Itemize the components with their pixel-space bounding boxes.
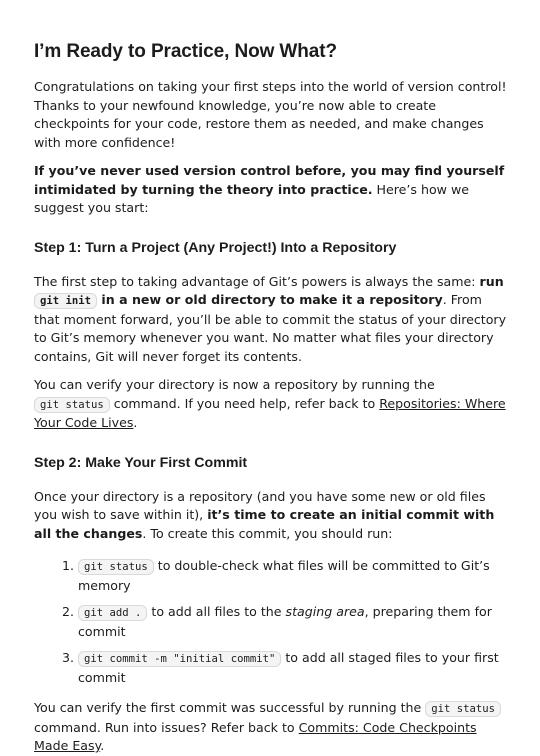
link-repositories[interactable]: Repositories: Where Your Code Lives: [34, 395, 506, 430]
emphasis-text: staging area: [285, 604, 365, 619]
intro-bold-text: If you’ve never used version control before, you may find yourself intimidated by turning the theory into practice.: [34, 163, 505, 197]
bold-text: it’s time to create an initial commit with all the changes: [34, 507, 495, 541]
list-item: [62, 603, 508, 641]
text: .: [133, 415, 138, 430]
link-commits[interactable]: Commits: Code Checkpoints Made Easy: [34, 719, 477, 753]
list-item-body: [78, 603, 508, 641]
step1-paragraph-1: [34, 273, 508, 367]
intro-paragraph: [34, 78, 508, 152]
step2-paragraph-1: [34, 488, 508, 544]
text: . From that moment forward, you’ll be able to commit the status of your directory to Git’s memory whenever you want. No matter what files your directory contains, Git will never forget its contents.: [34, 292, 507, 364]
text: command. If you need help, refer back to: [109, 395, 380, 411]
commands-list: [62, 557, 508, 687]
code-git-add: git add .: [78, 605, 147, 621]
list-item-body: [78, 557, 508, 595]
code-git-status: git status: [425, 701, 501, 717]
text: The first step to taking advantage of Git’s powers is always the same:: [34, 273, 480, 289]
list-item-body: [78, 649, 508, 687]
step2-heading: Step 2: Make Your First Commit: [34, 454, 248, 471]
code-git-status: git status: [78, 559, 154, 575]
intro-text: Congratulations on taking your first steps into the world of version control! Thanks to your newfound knowledge, you’re now able to create checkpoints for your code, restore them as needed, and make changes with more confidence!: [34, 79, 507, 150]
text: You can verify the first commit was successful by running the: [34, 700, 426, 715]
text: to add all files to the: [147, 604, 286, 619]
text: . To create this commit, you should run:: [142, 525, 393, 541]
list-number: 3.: [62, 650, 75, 665]
intro-rest-text: Here’s how we suggest you start:: [34, 181, 470, 215]
list-number: 2.: [62, 604, 75, 619]
step1-paragraph-2: [34, 376, 508, 433]
list-item: [62, 557, 508, 595]
intro-paragraph-2: [34, 162, 508, 218]
list-number: 1.: [62, 558, 75, 573]
text: You can verify your directory is now a repository by running the: [34, 377, 435, 392]
step2-paragraph-2: [34, 699, 508, 756]
page-title: I’m Ready to Practice, Now What?: [34, 41, 337, 62]
text: in a new or old directory to make it a repository: [97, 292, 443, 307]
code-git-commit: git commit -m "initial commit": [78, 651, 281, 667]
text: to add all staged files to your first commit: [78, 650, 499, 685]
text: .: [100, 738, 105, 753]
text: Once your directory is a repository (and you have some new or old files you wish to save within it),: [34, 488, 486, 522]
text: run: [479, 273, 504, 289]
text: to double-check what files will be committed to Git’s memory: [78, 558, 490, 593]
code-git-init: git init: [34, 293, 97, 309]
list-item: [62, 649, 508, 687]
step1-heading: Step 1: Turn a Project (Any Project!) Into a Repository: [34, 239, 397, 256]
text: , preparing them for commit: [78, 604, 492, 639]
text: command. Run into issues? Refer back to: [34, 719, 299, 735]
code-git-status: git status: [34, 397, 110, 413]
